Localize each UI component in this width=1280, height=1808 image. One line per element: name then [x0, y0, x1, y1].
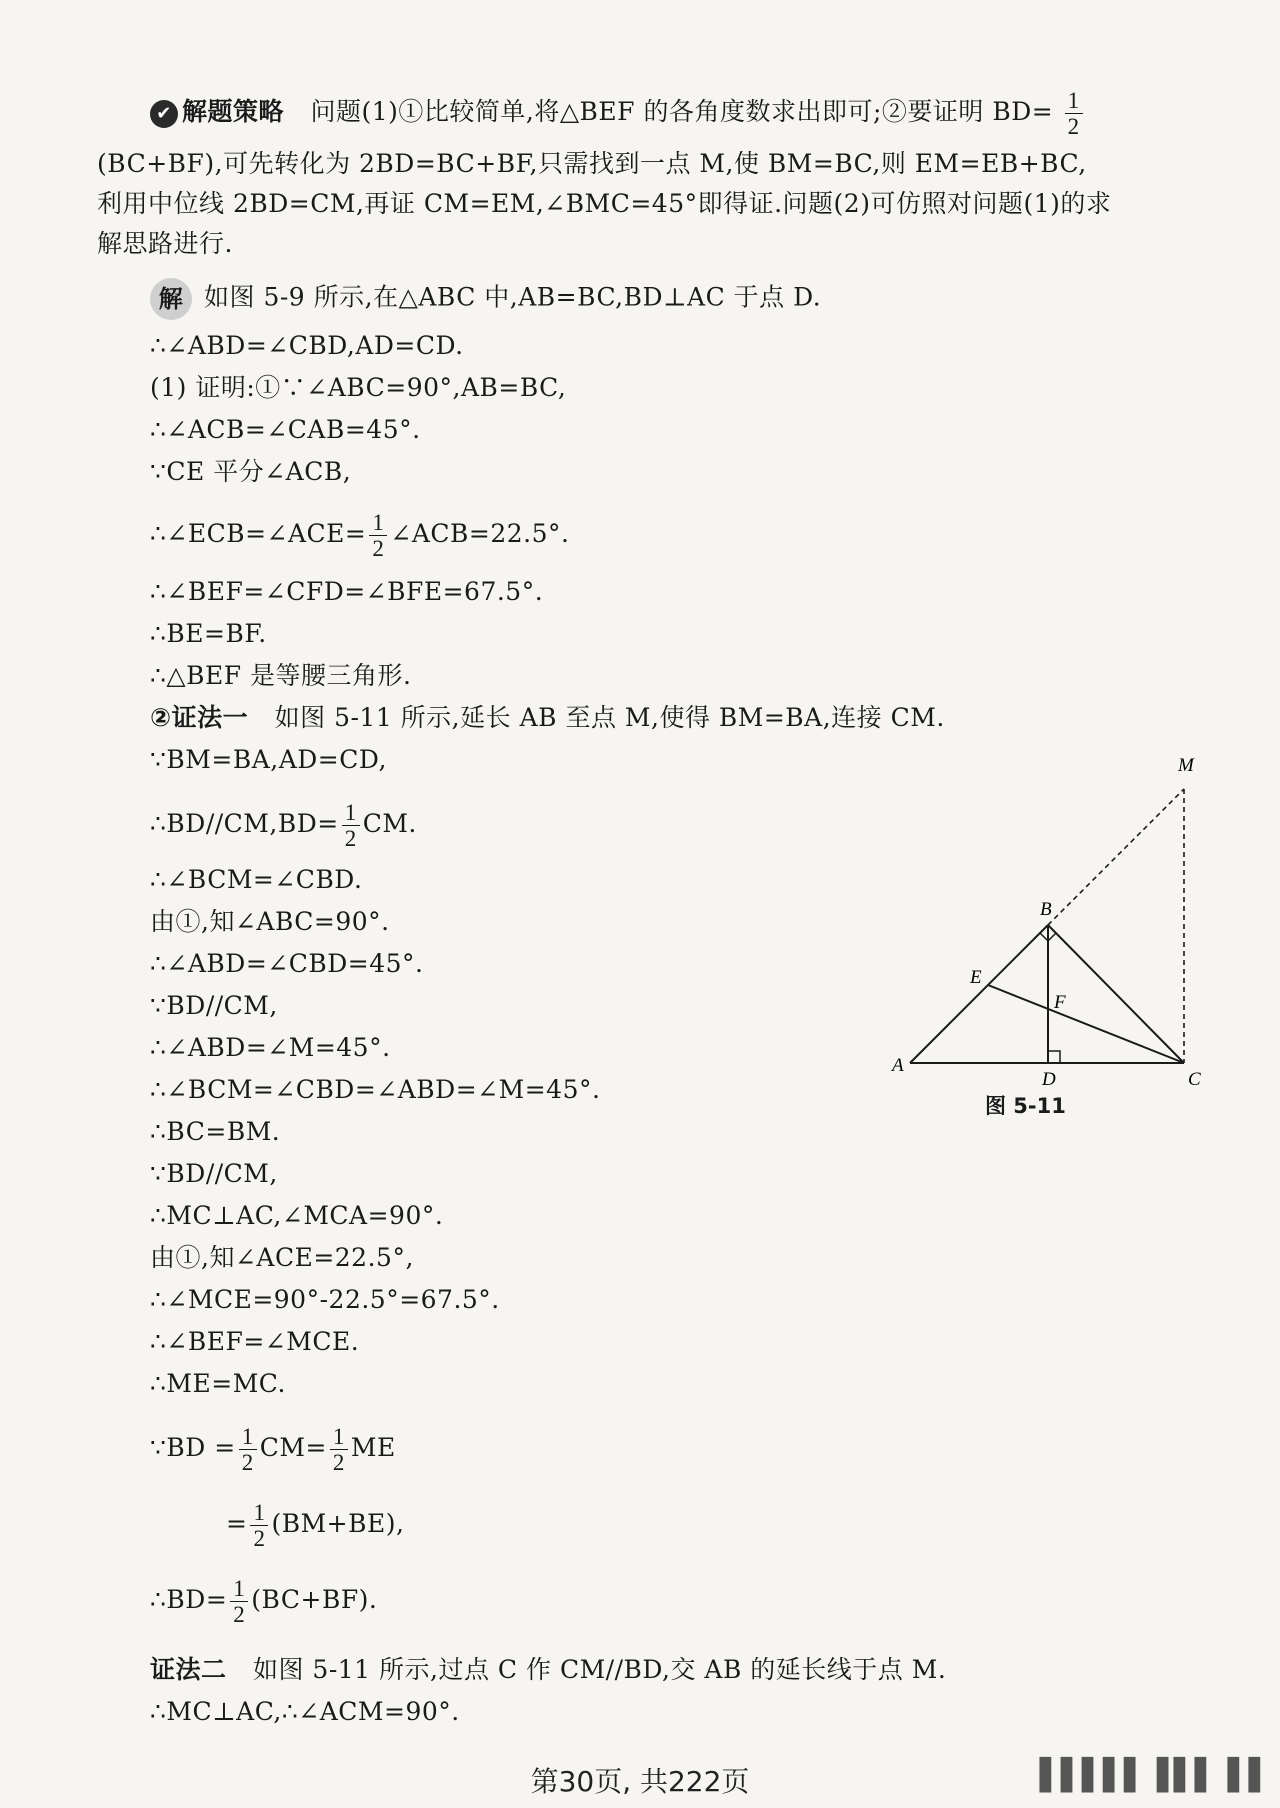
solution-intro: [150, 278, 821, 320]
step-8: ∴△BEF 是等腰三角形.: [150, 661, 412, 690]
method-1-text: 如图 5-11 所示,延长 AB 至点 M,使得 BM=BA,连接 CM.: [274, 703, 945, 732]
strategy-line-3: 利用中位线 2BD=CM,再证 CM=EM,∠BMC=45°即得证.问题(2)可仿照对问题(1)的求: [97, 189, 1112, 218]
method-2-label: 证法二: [150, 1655, 227, 1684]
proof-step-7: ∴∠ABD=∠M=45°.: [150, 1033, 391, 1062]
segment-ab: [910, 925, 1048, 1063]
check-icon: ✔: [150, 100, 178, 128]
strategy-line-1: [150, 88, 1086, 139]
proof-step-17-b: (BM+BE),: [271, 1509, 405, 1538]
step-6: ∴∠BEF=∠CFD=∠BFE=67.5°.: [150, 577, 544, 606]
fraction-half: $\frac{1}{2}$: [369, 510, 387, 561]
step-5-b: ∠ACB=22.5°.: [390, 519, 570, 548]
proof-step-9: ∴BC=BM.: [150, 1117, 281, 1146]
proof-step-13: ∴∠MCE=90°-22.5°=67.5°.: [150, 1285, 500, 1314]
step-1: ∴∠ABD=∠CBD,AD=CD.: [150, 331, 464, 360]
proof-step-16-a: ∵BD =: [150, 1433, 236, 1462]
method-2-step-1: ∴MC⊥AC,∴∠ACM=90°.: [150, 1697, 460, 1726]
proof-step-2-a: ∴BD//CM,BD=: [150, 809, 339, 838]
right-angle-mark-d: [1048, 1051, 1060, 1063]
proof-step-8: ∴∠BCM=∠CBD=∠ABD=∠M=45°.: [150, 1075, 601, 1104]
label-f: F: [1054, 992, 1066, 1013]
method-1-line: [150, 702, 945, 734]
strategy-line-4: 解思路进行.: [97, 229, 233, 258]
segment-bm-dashed: [1048, 789, 1184, 925]
label-d: D: [1042, 1069, 1056, 1090]
step-5-a: ∴∠ECB=∠ACE=: [150, 519, 367, 548]
step-4: ∵CE 平分∠ACB,: [150, 457, 352, 486]
solution-intro-text: 如图 5-9 所示,在△ABC 中,AB=BC,BD⊥AC 于点 D.: [204, 282, 822, 312]
proof-step-18-a: ∴BD=: [150, 1585, 228, 1614]
label-b: B: [1040, 899, 1052, 920]
proof-step-18-b: (BC+BF).: [251, 1585, 378, 1614]
proof-step-2: [150, 800, 417, 851]
solution-badge: 解: [150, 278, 192, 320]
fraction-half: $\frac{1}{2}$: [239, 1424, 257, 1475]
fraction-half: $\frac{1}{2}$: [342, 800, 360, 851]
segment-ce: [988, 985, 1184, 1063]
method-2-text: 如图 5-11 所示,过点 C 作 CM//BD,交 AB 的延长线于点 M.: [252, 1655, 947, 1684]
method-2-line: [150, 1654, 946, 1686]
proof-step-15: ∴ME=MC.: [150, 1369, 286, 1398]
proof-step-17: [226, 1500, 404, 1551]
proof-step-14: ∴∠BEF=∠MCE.: [150, 1327, 360, 1356]
proof-step-12: 由①,知∠ACE=22.5°,: [150, 1243, 414, 1272]
step-3: ∴∠ACB=∠CAB=45°.: [150, 415, 421, 444]
fraction-half: $\frac{1}{2}$: [250, 1500, 268, 1551]
proof-step-1: ∵BM=BA,AD=CD,: [150, 745, 387, 774]
proof-step-16-b: CM=: [259, 1433, 327, 1462]
method-1-label: ②证法一: [150, 703, 249, 732]
step-2: (1) 证明:①∵∠ABC=90°,AB=BC,: [150, 373, 567, 402]
strategy-line-2: (BC+BF),可先转化为 2BD=BC+BF,只需找到一点 M,使 BM=BC,则 EM=EB+BC,: [97, 149, 1087, 178]
step-5: [150, 510, 569, 561]
proof-step-18: [150, 1576, 377, 1627]
proof-step-17-a: =: [226, 1509, 248, 1538]
proof-step-11: ∴MC⊥AC,∠MCA=90°.: [150, 1201, 444, 1230]
watermark-logo: ▌▌▌▌▌▐ ▌▌▐▐: [1039, 1758, 1258, 1793]
step-7: ∴BE=BF.: [150, 619, 267, 648]
proof-step-10: ∵BD//CM,: [150, 1159, 278, 1188]
proof-step-3: ∴∠BCM=∠CBD.: [150, 865, 363, 894]
proof-step-6: ∵BD//CM,: [150, 991, 278, 1020]
segment-bc: [1048, 925, 1184, 1063]
geometry-figure: [880, 755, 1210, 1135]
proof-step-4: 由①,知∠ABC=90°.: [150, 907, 390, 936]
fraction-half: $\frac{1}{2}$: [1065, 88, 1083, 139]
proof-step-5: ∴∠ABD=∠CBD=45°.: [150, 949, 424, 978]
label-a: A: [892, 1055, 904, 1076]
figure-caption: 图 5-11: [985, 1094, 1066, 1118]
proof-step-16: [150, 1424, 396, 1475]
strategy-text-1: 问题(1)①比较简单,将△BEF 的各角度数求出即可;②要证明 BD=: [310, 97, 1054, 126]
label-c: C: [1188, 1069, 1201, 1090]
proof-step-16-c: ME: [350, 1433, 396, 1462]
fraction-half: $\frac{1}{2}$: [230, 1576, 248, 1627]
page-info: 第30页, 共222页: [530, 1765, 750, 1798]
label-m: M: [1178, 755, 1194, 776]
label-e: E: [970, 967, 982, 988]
proof-step-2-b: CM.: [362, 809, 417, 838]
fraction-half: $\frac{1}{2}$: [330, 1424, 348, 1475]
strategy-label: 解题策略: [182, 97, 285, 126]
